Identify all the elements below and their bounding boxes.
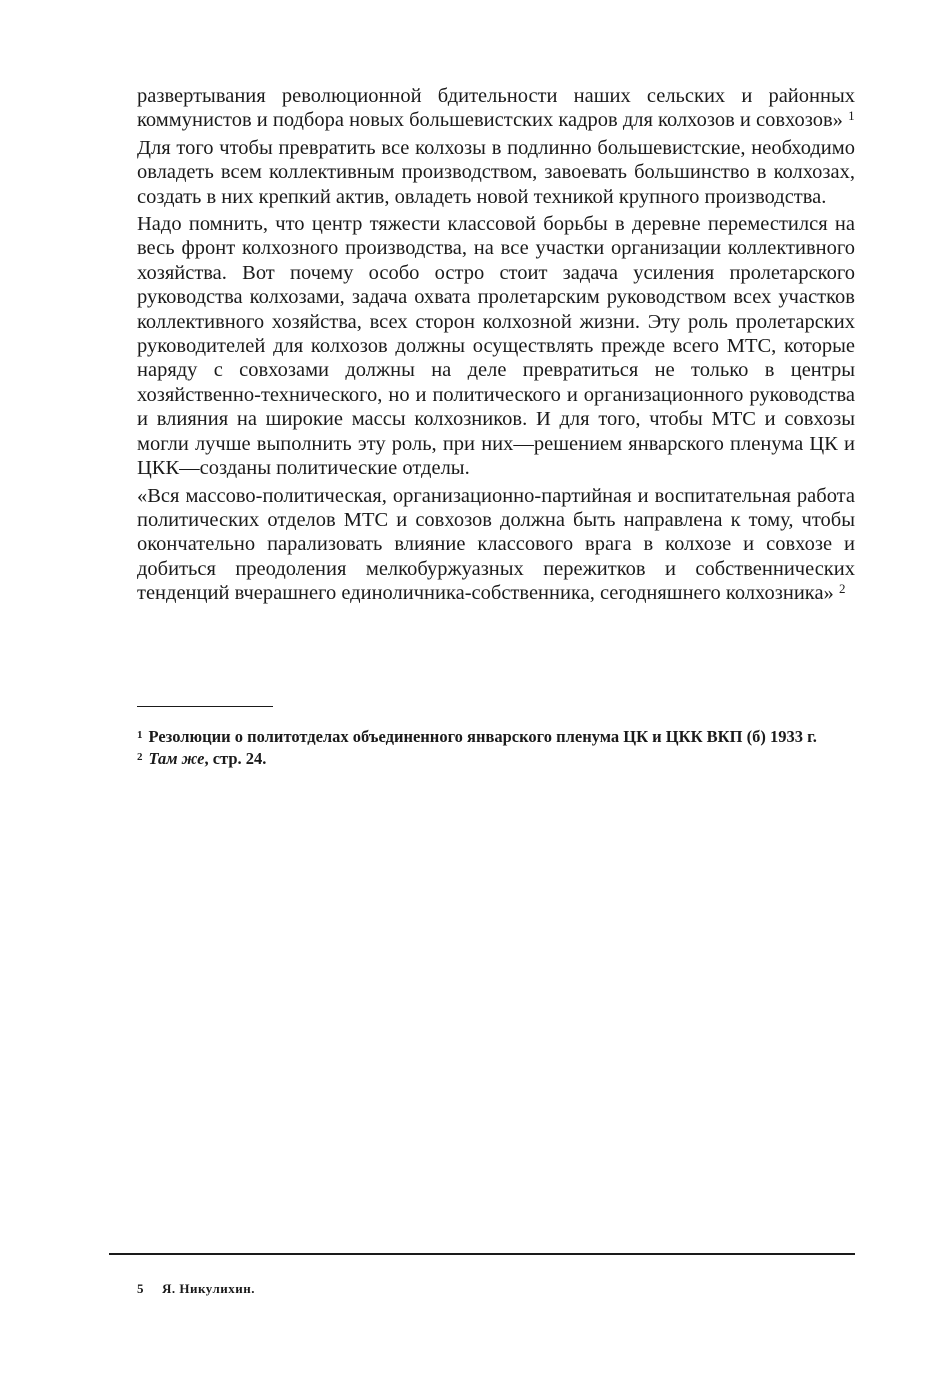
paragraph-text: Для того чтобы превратить все колхозы в подлинно большевистские, необходимо овладеть всем коллективным производством, завоевать большинство в колхозах, создать в них крепкий актив, овладеть новой техникой крупного производства.: [137, 136, 855, 208]
bottom-rule: [109, 1253, 855, 1255]
signature-number: 5: [137, 1281, 144, 1296]
footnote-text: Резолюции о политотделах объединенного январского пленума ЦК и ЦКК ВКП (б) 1933 г.: [148, 727, 817, 746]
footnote-italic-text: Там же: [148, 749, 205, 768]
paragraph-text: развертывания революционной бдительности наших сельских и районных коммунистов и подбора новых большевистских кадров для колхозов и совхозов»: [137, 85, 855, 132]
footnote-divider: [137, 706, 273, 707]
footnotes: [137, 726, 855, 770]
paragraph-3: [137, 212, 855, 480]
footnote-text: , стр. 24.: [204, 749, 267, 768]
paragraph-text: Надо помнить, что центр тяжести классовой борьбы в деревне переместился на весь фронт колхозного производства, на все участки организации коллективного хозяйства. Вот почему особо остро стоит задача усиления пролетарского руководства колхозами, задача охвата пролетарским руководством всех участков коллективного хозяйства, всех сторон колхозной жизни. Эту роль пролетарских руководителей для колхозов должны осуществлять прежде всего МТС, которые наряду с совхозами должны на деле превратиться не только в центры хозяйственно-технического, но и политического и организационного руководства и влияния на широкие массы колхозников. И для того, чтобы МТС и совхозы могли лучше выполнить эту роль, при них—решением январского пленума ЦК и ЦКК—созданы политические отделы.: [137, 213, 855, 480]
paragraph-2: [137, 136, 855, 209]
paragraph-1: [137, 84, 855, 133]
main-text: [137, 84, 855, 606]
printer-signature: [137, 1281, 255, 1297]
signature-name: Я. Никулихин.: [162, 1281, 255, 1296]
footnote-number: 1: [137, 729, 143, 741]
footnote-reference[interactable]: 1: [848, 108, 855, 124]
paragraph-4: [137, 484, 855, 606]
footnote-1: [137, 726, 855, 746]
footnote-number: 2: [137, 751, 143, 763]
footnote-2: [137, 748, 855, 768]
footnote-reference[interactable]: 2: [838, 581, 846, 597]
paragraph-text: «Вся массово-политическая, организационно-партийная и воспитательная работа политических отделов МТС и совхозов должна быть направлена к тому, чтобы окончательно парализовать влияние классового врага в колхозе и совхозе и добиться преодоления мелкобуржуазных пережитков и собственнических тенденций вчерашнего единоличника-собственника, сегодняшнего колхозника»: [137, 484, 855, 605]
